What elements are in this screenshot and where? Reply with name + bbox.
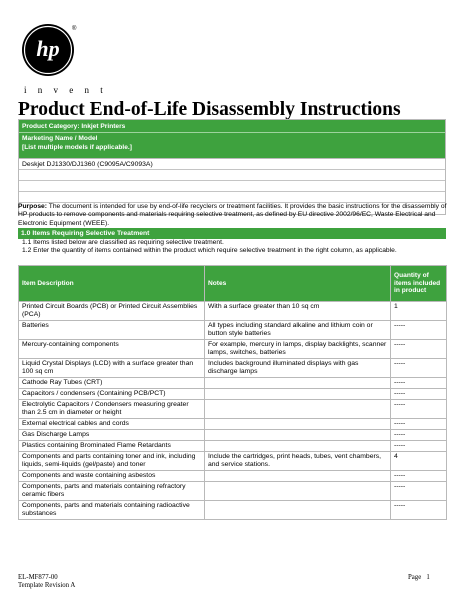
cell-notes: Includes background illuminated displays with gas discharge lamps — [205, 359, 391, 378]
page-title: Product End-of-Life Disassembly Instructions — [18, 99, 401, 120]
template-revision: Template Revision A — [18, 582, 76, 589]
cell-notes: Include the cartridges, print heads, tubes, vent chambers, and service stations. — [205, 452, 391, 471]
cell-quantity: ----- — [391, 482, 447, 501]
cell-quantity: ----- — [391, 471, 447, 482]
cell-notes — [205, 400, 391, 419]
cell-item-description: Cathode Ray Tubes (CRT) — [19, 378, 205, 389]
cell-item-description: Components and waste containing asbestos — [19, 471, 205, 482]
header-notes: Notes — [205, 266, 391, 302]
table-row — [19, 501, 447, 520]
model-row: Deskjet DJ1330/DJ1360 (C9095A/C9093A) — [19, 159, 445, 170]
cell-notes — [205, 389, 391, 400]
table-row — [19, 340, 447, 359]
cell-notes — [205, 482, 391, 501]
footer-doc-info — [18, 574, 75, 590]
header-item-description: Item Description — [19, 266, 205, 302]
hp-logo-letters: hp — [36, 36, 60, 61]
cell-item-description: Plastics containing Brominated Flame Retardants — [19, 441, 205, 452]
cell-item-description: Components and parts containing toner and ink, including liquids, semi-liquids (gel/paste) and toner — [19, 452, 205, 471]
cell-item-description: Mercury-containing components — [19, 340, 205, 359]
cell-quantity: 4 — [391, 452, 447, 471]
model-row — [19, 192, 445, 203]
cell-notes — [205, 501, 391, 520]
cell-item-description: Gas Discharge Lamps — [19, 430, 205, 441]
table-row — [19, 389, 447, 400]
cell-quantity: ----- — [391, 359, 447, 378]
registered-mark: ® — [72, 26, 77, 32]
marketing-hint: [List multiple models if applicable.] — [22, 143, 132, 151]
table-row — [19, 321, 447, 340]
cell-quantity: 1 — [391, 302, 447, 321]
cell-notes: With a surface greater than 10 sq cm — [205, 302, 391, 321]
section-1-title: 1.0 Items Requiring Selective Treatment — [18, 228, 446, 239]
purpose-paragraph — [18, 203, 448, 228]
cell-item-description: Batteries — [19, 321, 205, 340]
table-row — [19, 302, 447, 321]
cell-quantity: ----- — [391, 430, 447, 441]
cell-item-description: External electrical cables and cords — [19, 419, 205, 430]
page-label: Page — [408, 574, 422, 581]
cell-quantity: ----- — [391, 419, 447, 430]
table-row — [19, 452, 447, 471]
section-note-1: 1.1 Items listed below are classified as requiring selective treatment. — [22, 239, 224, 246]
table-body — [19, 302, 447, 520]
section-note-2: 1.2 Enter the quantity of items contained within the product which require selective treatment in the right column, as applicable. — [22, 247, 397, 254]
cell-item-description: Components, parts and materials containing refractory ceramic fibers — [19, 482, 205, 501]
hp-logo — [18, 24, 80, 86]
hp-logo-mark — [18, 24, 80, 76]
cell-quantity: ----- — [391, 501, 447, 520]
table-row — [19, 441, 447, 452]
cell-notes — [205, 430, 391, 441]
cell-item-description: Components, parts and materials containing radioactive substances — [19, 501, 205, 520]
header-quantity: Quantity of items included in product — [391, 266, 447, 302]
cell-item-description: Printed Circuit Boards (PCB) or Printed Circuit Assemblies (PCA) — [19, 302, 205, 321]
cell-notes: All types including standard alkaline and lithium coin or button style batteries — [205, 321, 391, 340]
product-category: Product Category: Inkjet Printers — [19, 120, 445, 133]
cell-quantity: ----- — [391, 378, 447, 389]
model-row — [19, 170, 445, 181]
product-info-box — [18, 119, 446, 215]
table-row — [19, 482, 447, 501]
cell-notes — [205, 419, 391, 430]
page-number-value: 1 — [426, 574, 430, 581]
table-row — [19, 430, 447, 441]
table-row — [19, 419, 447, 430]
cell-notes: For example, mercury in lamps, display backlights, scanner lamps, switches, batteries — [205, 340, 391, 359]
cell-item-description: Capacitors / condensers (Containing PCB/PCT) — [19, 389, 205, 400]
purpose-label: Purpose: — [18, 203, 47, 210]
cell-item-description: Liquid Crystal Displays (LCD) with a surface greater than 100 sq cm — [19, 359, 205, 378]
cell-item-description: Electrolytic Capacitors / Condensers measuring greater than 2.5 cm in diameter or height — [19, 400, 205, 419]
selective-treatment-table — [18, 265, 447, 520]
table-row — [19, 359, 447, 378]
marketing-name-header — [19, 133, 445, 159]
table-row — [19, 471, 447, 482]
marketing-label: Marketing Name / Model — [22, 135, 98, 142]
page-number — [408, 574, 430, 581]
cell-notes — [205, 378, 391, 389]
cell-quantity: ----- — [391, 340, 447, 359]
cell-quantity: ----- — [391, 441, 447, 452]
cell-notes — [205, 441, 391, 452]
model-row — [19, 181, 445, 192]
logo-tagline: i n v e n t — [24, 85, 108, 95]
cell-quantity: ----- — [391, 389, 447, 400]
purpose-text: The document is intended for use by end-of-life recyclers or treatment facilities. It provides the basic instructions for the disassembly of HP products to remove components and materials requiring selective treatment, as defined by EU directive 2002/96/EC, Waste Electrical and Electronic Equipment (WEEE). — [18, 203, 447, 227]
doc-id: EL-MF877-00 — [18, 574, 58, 581]
cell-quantity: ----- — [391, 400, 447, 419]
cell-quantity: ----- — [391, 321, 447, 340]
table-row — [19, 400, 447, 419]
table-header-row — [19, 266, 447, 302]
table-row — [19, 378, 447, 389]
section-1-notes — [18, 239, 446, 255]
cell-notes — [205, 471, 391, 482]
